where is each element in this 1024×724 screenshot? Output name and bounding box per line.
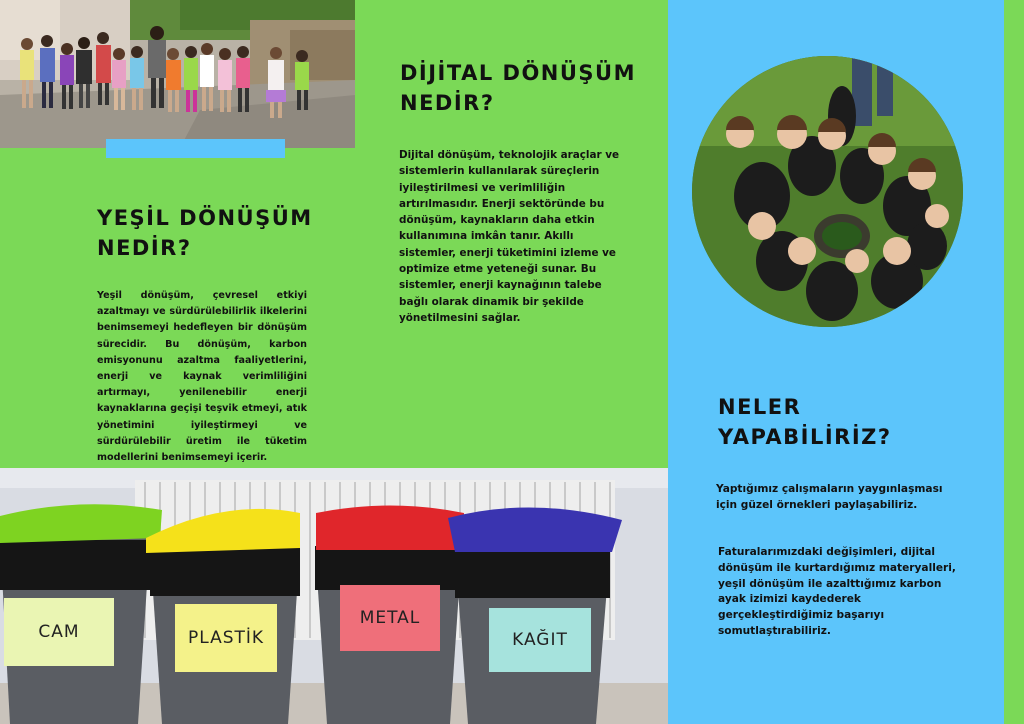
bin-label-kagit: KAĞIT	[489, 608, 591, 672]
dijital-donusum-heading: DİJİTAL DÖNÜŞÜM NEDİR?	[400, 61, 636, 115]
photo-children-circle	[692, 56, 963, 327]
green-edge-strip	[1004, 0, 1024, 724]
bin-label-plastik: PLASTİK	[175, 604, 277, 672]
yesil-donusum-heading: YEŞİL DÖNÜŞÜM NEDİR?	[97, 206, 313, 260]
photo-children-street	[0, 0, 355, 148]
neler-yapabiliriz-text-1: Yaptığımız çalışmaların yaygınlaşması için güzel örnekleri paylaşabiliriz.	[716, 483, 943, 511]
dijital-donusum-text: Dijital dönüşüm, teknolojik araçlar ve sistemlerin kullanılarak süreçlerin iyileştirilmesi ve verimliliğin artırılmasıdır. Enerji sektöründe bu dönüşüm, kaynakların daha etkin kullanımına imkân tanır. Akıllı sistemler, enerji tüketimini izleme ve optimize etme yeteneği sunar. Bu sistemler, enerji kaynağının talebe bağlı olarak dinamik bir şekilde yönetilmesini sağlar.	[399, 149, 620, 324]
bin-label-metal: METAL	[340, 585, 440, 651]
neler-yapabiliriz-heading: NELER YAPABİLİRİZ?	[718, 395, 892, 449]
neler-yapabiliriz-text-2: Faturalarımızdaki değişimleri, dijital dönüşüm ile kurtardığımız materyalleri, yeşil dönüşüm ile azalttığımız karbon ayak izimizi kaydederek gerçekleştirdiğimiz başarıyı somutlaştırabiliriz.	[718, 546, 956, 637]
blue-accent-strip	[106, 139, 285, 158]
yesil-donusum-text: Yeşil dönüşüm, çevresel etkiyi azaltmayı ve sürdürülebilirlik ilkelerini benimsemeyi hedefleyen bir dönüşüm sürecidir. Bu dönüşüm, karbon emisyonunu azaltma faaliyetlerini, enerji ve kaynak verimliliğini artırmayı, yenilenebilir enerji kaynaklarına geçişi teşvik etmeyi, atık yönetimini iyileştirmeyi ve sürdürülebilir üretim ile tüketim modellerini benimsemeyi içerir.	[97, 290, 307, 464]
photo-recycling-bins	[0, 468, 668, 724]
bin-label-cam: CAM	[4, 598, 114, 666]
